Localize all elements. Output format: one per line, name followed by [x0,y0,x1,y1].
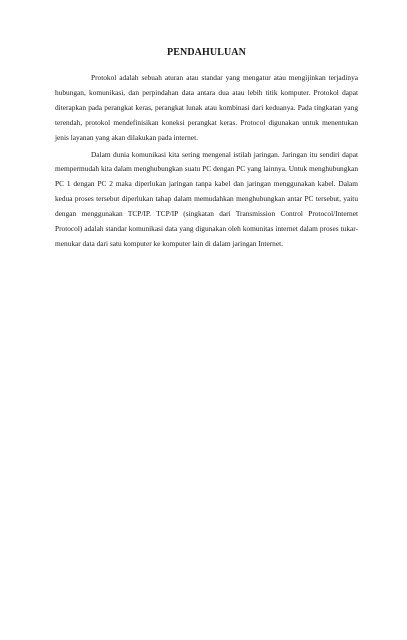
paragraph-protokol: Protokol adalah sebuah aturan atau standar yang mengatur atau mengijinkan terjadinya hubungan, komunikasi, dan perpindahan data antara dua atau lebih titik komputer. Protokol dapat diterapkan pada perangkat keras, perangkat lunak atau kombinasi dari keduanya. Pada tingkatan yang terendah, protokol mendefinisikan koneksi perangkat keras. Protocol digunakan untuk menentukan jenis layanan yang akan dilakukan pada internet. [55,73,358,142]
document-body [55,46,358,252]
page-title: PENDAHULUAN [167,47,246,58]
paragraph-jaringan: Dalam dunia komunikasi kita sering mengenal istilah jaringan. Jaringan itu sendiri dapat mempermudah kita dalam menghubungkan suatu PC dengan PC yang lainnya. Untuk menghubungkan PC 1 dengan PC 2 maka diperlukan jaringan tanpa kabel dan jaringan menggunakan kabel. Dalam kedua proses tersebut diperlukan tahap dalam memudahkan menghubungkan antar PC tersebut, yaitu dengan menggunakan TCP/IP. TCP/IP (singkatan dari Transmission Control Protocol/Internet Protocol) adalah standar komunikasi data yang digunakan oleh komunitas internet dalam proses tukar-menukar data dari satu komputer ke komputer lain di dalam jaringan Internet. [55,149,358,248]
